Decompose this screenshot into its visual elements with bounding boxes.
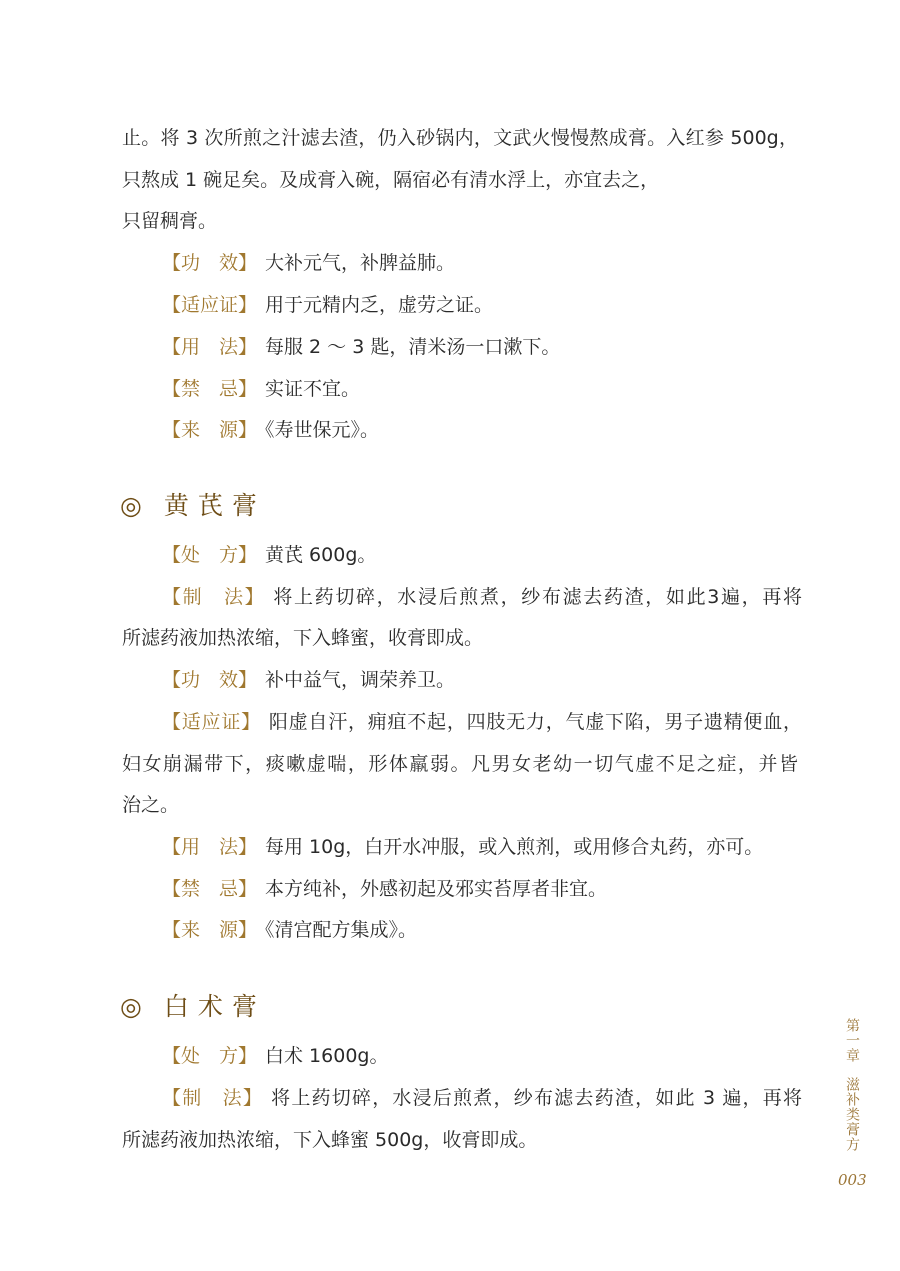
field-label: 【处 方】 bbox=[162, 1045, 258, 1067]
body-line: 只熬成 1 碗足矣。及成膏入碗，隔宿必有清水浮上，亦宜去之， bbox=[122, 169, 660, 191]
field-text: 阳虚自汗，痈疽不起，四肢无力，气虚下陷，男子遗精便血， bbox=[268, 711, 802, 733]
body-line: 只留稠膏。 bbox=[122, 210, 218, 232]
field-text: 每服 2 ～ 3 匙，清米汤一口漱下。 bbox=[265, 336, 561, 358]
field-text: 用于元精内乏，虚劳之证。 bbox=[265, 294, 494, 316]
chapter-label: 第一章 bbox=[844, 1018, 860, 1063]
field-usage bbox=[162, 333, 802, 361]
field-label: 【用 法】 bbox=[162, 336, 258, 358]
field-source bbox=[162, 916, 802, 944]
field-prescription bbox=[162, 541, 802, 569]
field-text: 《寿世保元》。 bbox=[265, 419, 380, 441]
section-heading-baizhu bbox=[120, 990, 266, 1024]
body-line: 所滤药液加热浓缩，下入蜂蜜，收膏即成。 bbox=[122, 627, 484, 649]
field-text: 本方纯补，外感初起及邪实苔厚者非宜。 bbox=[265, 878, 608, 900]
field-text: 大补元气，补脾益肺。 bbox=[265, 252, 456, 274]
field-text: 《清宫配方集成》。 bbox=[265, 919, 418, 941]
field-efficacy bbox=[162, 666, 802, 694]
field-label: 【来 源】 bbox=[162, 919, 258, 941]
field-source bbox=[162, 416, 802, 444]
body-line: 治之。 bbox=[122, 794, 180, 816]
field-prescription bbox=[162, 1042, 802, 1070]
field-text: 黄芪 600g。 bbox=[265, 544, 377, 566]
field-text: 实证不宜。 bbox=[265, 378, 361, 400]
field-label: 【处 方】 bbox=[162, 544, 258, 566]
field-text: 将上药切碎，水浸后煎煮，纱布滤去药渣，如此3遍，再将 bbox=[273, 586, 802, 608]
field-preparation bbox=[162, 1084, 802, 1112]
body-line: 妇女崩漏带下，痰嗽虚喘，形体羸弱。凡男女老幼一切气虚不足之症，并皆 bbox=[122, 753, 798, 775]
field-text: 白术 1600g。 bbox=[265, 1045, 389, 1067]
field-text: 每用 10g，白开水冲服，或入煎剂，或用修合丸药，亦可。 bbox=[265, 836, 764, 858]
field-label: 【禁 忌】 bbox=[162, 378, 258, 400]
circle-marker-icon: ◎ bbox=[120, 491, 142, 520]
field-text: 补中益气，调荣养卫。 bbox=[265, 669, 456, 691]
section-heading-huangqi bbox=[120, 489, 266, 523]
body-line: 止。将 3 次所煎之汁滤去渣，仍入砂锅内，文武火慢慢熬成膏。入红参 500g， bbox=[122, 127, 798, 149]
body-line: 所滤药液加热浓缩，下入蜂蜜 500g，收膏即成。 bbox=[122, 1129, 538, 1151]
field-text: 将上药切碎，水浸后煎煮，纱布滤去药渣，如此 3 遍，再将 bbox=[271, 1087, 802, 1109]
field-indication bbox=[162, 708, 802, 736]
field-indication bbox=[162, 291, 802, 319]
circle-marker-icon: ◎ bbox=[120, 992, 142, 1021]
category-label: 滋补类膏方 bbox=[844, 1077, 860, 1152]
field-label: 【适应证】 bbox=[162, 711, 261, 733]
field-contraindication bbox=[162, 875, 802, 903]
field-label: 【制 法】 bbox=[162, 586, 266, 608]
field-label: 【适应证】 bbox=[162, 294, 258, 316]
field-usage bbox=[162, 833, 802, 861]
field-label: 【制 法】 bbox=[162, 1087, 264, 1109]
field-label: 【来 源】 bbox=[162, 419, 258, 441]
field-label: 【禁 忌】 bbox=[162, 878, 258, 900]
field-preparation bbox=[162, 583, 802, 611]
field-label: 【功 效】 bbox=[162, 669, 258, 691]
field-efficacy bbox=[162, 249, 802, 277]
section-title: 黄芪膏 bbox=[163, 491, 266, 520]
field-label: 【功 效】 bbox=[162, 252, 258, 274]
field-contraindication bbox=[162, 375, 802, 403]
field-label: 【用 法】 bbox=[162, 836, 258, 858]
page-number: 003 bbox=[838, 1171, 867, 1189]
section-title: 白术膏 bbox=[163, 992, 266, 1021]
